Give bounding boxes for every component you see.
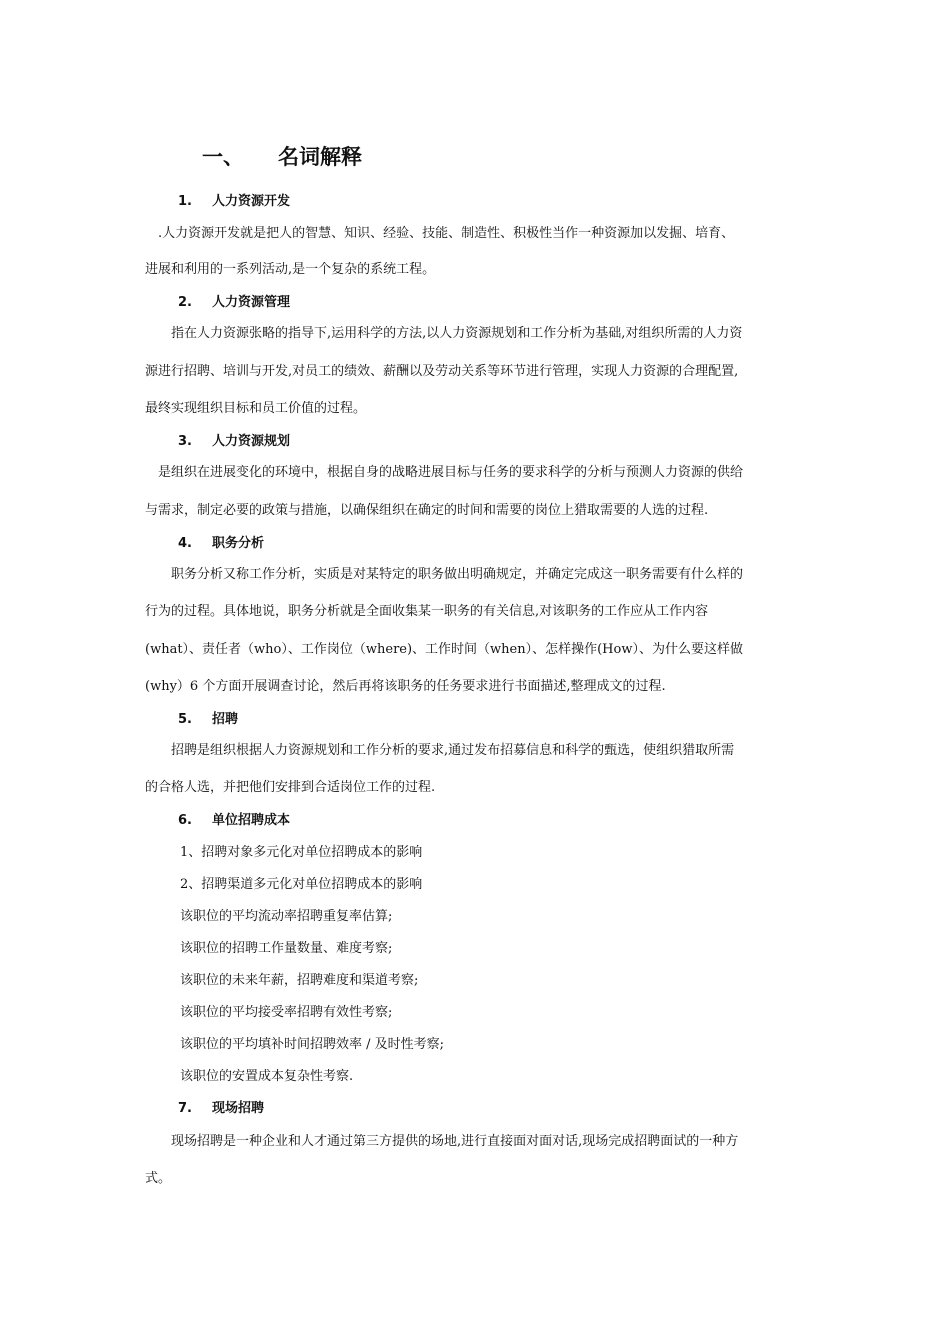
term-number: 5. <box>178 712 192 727</box>
term-4-line-3: (what）、责任者（who）、工作岗位（where)、工作时间（when）、怎样操作(How）、为什么要这样做 <box>145 642 743 657</box>
term-4-line-2: 行为的过程。具体地说，职务分析就是全面收集某一职务的有关信息,对该职务的工作应从工作内容 <box>145 604 709 619</box>
term-2-line-3: 最终实现组织目标和员工价值的过程。 <box>145 401 367 416</box>
term-number: 4. <box>178 536 192 551</box>
term-7-line-2: 式。 <box>145 1171 172 1186</box>
term-5-line-2: 的合格人选，并把他们安排到合适岗位工作的过程. <box>145 780 436 795</box>
list-item: 该职位的未来年薪，招聘难度和渠道考察; <box>180 973 419 988</box>
list-item: 2、招聘渠道多元化对单位招聘成本的影响 <box>180 877 423 892</box>
term-3-line-2: 与需求，制定必要的政策与措施，以确保组织在确定的时间和需要的岗位上猎取需要的人选的过程. <box>145 503 709 518</box>
term-title: 招聘 <box>212 712 239 727</box>
term-heading-7 <box>178 1098 264 1120</box>
term-4-line-4: (why）6 个方面开展调查讨论，然后再将该职务的任务要求进行书面描述,整理成文的过程. <box>145 679 666 694</box>
term-1-line-2: 进展和利用的一系列活动,是一个复杂的系统工程。 <box>145 262 436 277</box>
list-item: 1、招聘对象多元化对单位招聘成本的影响 <box>180 845 423 860</box>
term-number: 1. <box>178 194 192 209</box>
term-2-line-2: 源进行招聘、培训与开发,对员工的绩效、薪酬以及劳动关系等环节进行管理，实现人力资源的合理配置, <box>145 364 739 379</box>
term-number: 6. <box>178 813 192 828</box>
list-item: 该职位的招聘工作量数量、难度考察; <box>180 941 393 956</box>
term-number: 2. <box>178 295 192 310</box>
list-item: 该职位的平均接受率招聘有效性考察; <box>180 1005 393 1020</box>
term-heading-4 <box>178 533 264 555</box>
term-title: 职务分析 <box>212 536 265 551</box>
term-heading-3 <box>178 431 290 453</box>
term-2-line-1: 指在人力资源张略的指导下,运用科学的方法,以人力资源规划和工作分析为基础,对组织所需的人力资 <box>171 326 743 341</box>
term-3-line-1: 是组织在进展变化的环境中，根据自身的战略进展目标与任务的要求科学的分析与预测人力资源的供给 <box>158 465 744 480</box>
list-item: 该职位的平均填补时间招聘效率 / 及时性考察; <box>180 1037 445 1052</box>
term-heading-5 <box>178 709 238 731</box>
term-1-line-1: .人力资源开发就是把人的智慧、知识、经验、技能、制造性、积极性当作一种资源加以发掘、培育、 <box>158 226 735 241</box>
term-title: 人力资源管理 <box>212 295 291 310</box>
term-number: 7. <box>178 1101 192 1116</box>
section-number: 一、 <box>202 145 244 169</box>
term-heading-1 <box>178 191 290 213</box>
term-heading-6 <box>178 810 290 832</box>
term-number: 3. <box>178 434 192 449</box>
term-7-line-1: 现场招聘是一种企业和人才通过第三方提供的场地,进行直接面对面对话,现场完成招聘面试的一种方 <box>171 1134 739 1149</box>
term-title: 单位招聘成本 <box>212 813 291 828</box>
term-4-line-1: 职务分析又称工作分析，实质是对某特定的职务做出明确规定，并确定完成这一职务需要有什么样的 <box>171 567 744 582</box>
term-title: 人力资源规划 <box>212 434 291 449</box>
term-5-line-1: 招聘是组织根据人力资源规划和工作分析的要求,通过发布招募信息和科学的甄选，使组织猎取所需 <box>171 743 735 758</box>
term-heading-2 <box>178 292 290 314</box>
term-title: 现场招聘 <box>212 1101 265 1116</box>
section-title: 名词解释 <box>278 145 362 169</box>
term-title: 人力资源开发 <box>212 194 291 209</box>
list-item: 该职位的平均流动率招聘重复率估算; <box>180 909 393 924</box>
list-item: 该职位的安置成本复杂性考察. <box>180 1069 354 1084</box>
section-heading <box>202 140 362 174</box>
